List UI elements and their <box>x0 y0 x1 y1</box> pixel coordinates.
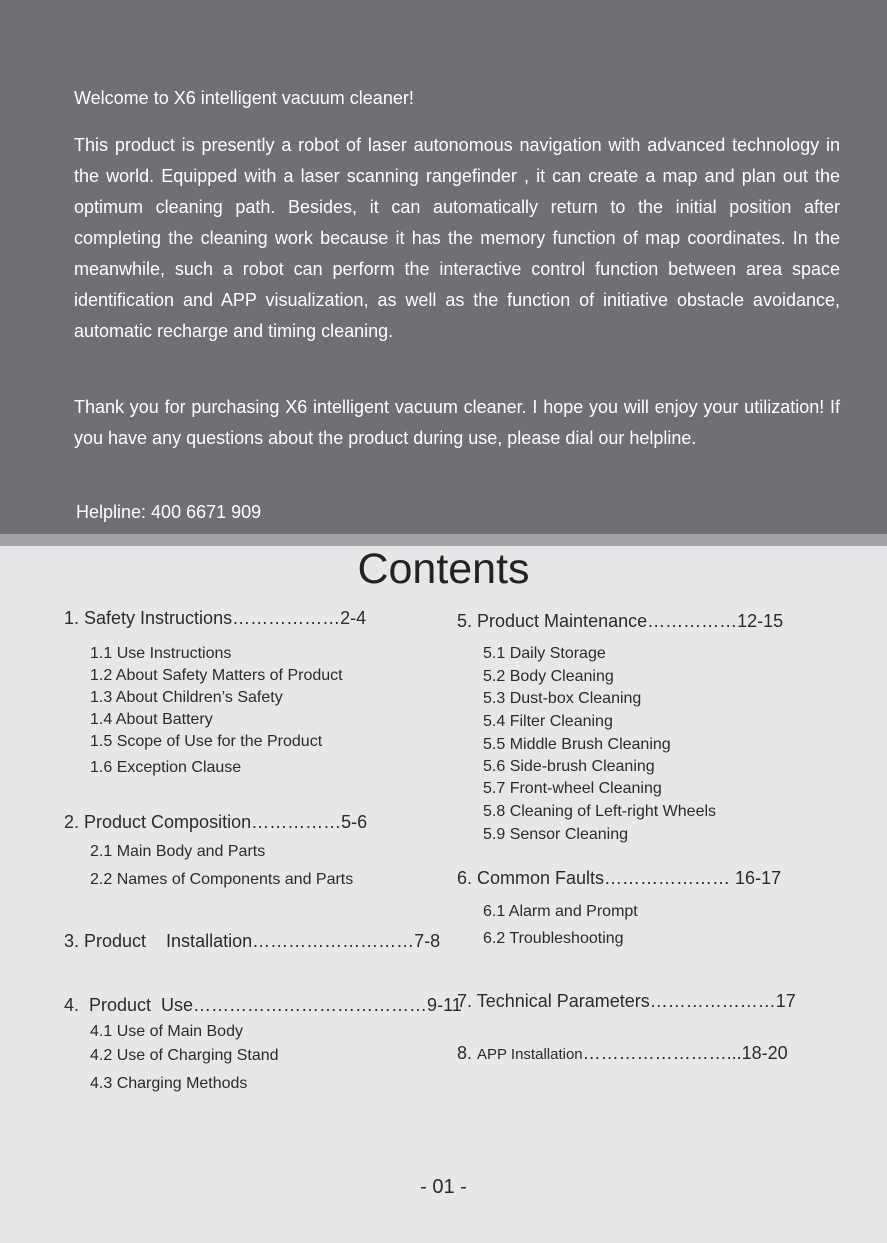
toc-item[interactable]: 1.6 Exception Clause <box>90 759 242 776</box>
toc-item[interactable]: 5.4 Filter Cleaning <box>483 713 613 730</box>
toc-item[interactable]: 5.3 Dust-box Cleaning <box>483 690 642 707</box>
helpline: Helpline: 400 6671 909 <box>76 502 262 522</box>
toc-section-2[interactable]: 2. Product Composition……………5-6 <box>64 812 368 832</box>
toc-item[interactable]: 5.1 Daily Storage <box>483 645 606 662</box>
toc-item[interactable]: 6.2 Troubleshooting <box>483 930 624 947</box>
toc-item[interactable]: 4.2 Use of Charging Stand <box>90 1047 279 1064</box>
toc-item[interactable]: 2.2 Names of Components and Parts <box>90 871 354 888</box>
toc-item[interactable]: 5.2 Body Cleaning <box>483 668 614 685</box>
toc-item[interactable]: 4.1 Use of Main Body <box>90 1023 243 1040</box>
contents-title: Contents <box>357 545 530 593</box>
intro-paragraph-1: This product is presently a robot of laser autonomous navigation with advanced technology in the world. Equipped with a laser scanning rangefinder , it can create a map and plan out the optimum cleaning path. Besides, it can automatically return to the initial position after completing the cleaning work because it has the memory function of map coordinates. In the meanwhile, such a robot can perform the interactive control function between area space identification and APP visualization, as well as the function of initiative obstacle avoidance, automatic recharge and timing cleaning. <box>74 135 840 341</box>
toc-section-3[interactable]: 3. Product Installation………………………7-8 <box>64 931 441 951</box>
toc-item[interactable]: 1.2 About Safety Matters of Product <box>90 667 343 684</box>
toc-item[interactable]: 6.1 Alarm and Prompt <box>483 903 638 920</box>
toc-item[interactable]: 5.8 Cleaning of Left-right Wheels <box>483 803 717 820</box>
toc-item[interactable]: 5.7 Front-wheel Cleaning <box>483 780 662 797</box>
toc-item[interactable]: 4.3 Charging Methods <box>90 1075 248 1092</box>
intro-paragraph-2: Thank you for purchasing X6 intelligent vacuum cleaner. I hope you will enjoy your utilization! If you have any questions about the product during use, please dial our helpline. <box>74 397 840 448</box>
toc-section-1[interactable]: 1. Safety Instructions………………2-4 <box>64 608 367 628</box>
toc-item[interactable]: 5.5 Middle Brush Cleaning <box>483 736 671 753</box>
toc-item[interactable]: 1.3 About Children’s Safety <box>90 689 283 706</box>
toc-section-7[interactable]: 7. Technical Parameters…………………17 <box>457 991 796 1011</box>
toc-section-6[interactable]: 6. Common Faults………………… 16-17 <box>457 868 782 888</box>
toc-item[interactable]: 1.1 Use Instructions <box>90 645 232 662</box>
toc-item[interactable]: 1.5 Scope of Use for the Product <box>90 733 323 750</box>
welcome-line: Welcome to X6 intelligent vacuum cleaner! <box>74 88 414 108</box>
toc-section-8[interactable] <box>457 1043 788 1064</box>
toc-item[interactable]: 5.9 Sensor Cleaning <box>483 826 628 843</box>
toc-section-4[interactable]: 4. Product Use…………………………………9-11 <box>64 995 462 1015</box>
toc-section-8-pages: ……………………...18-20 <box>582 1043 788 1063</box>
page-number: - 01 - <box>420 1176 467 1198</box>
toc-item[interactable]: 2.1 Main Body and Parts <box>90 843 266 860</box>
toc-item[interactable]: 5.6 Side-brush Cleaning <box>483 758 655 775</box>
toc-section-5[interactable]: 5. Product Maintenance……………12-15 <box>457 611 784 631</box>
toc-section-8-prefix: 8. <box>457 1043 478 1063</box>
toc-section-8-label: APP Installation <box>477 1046 583 1063</box>
toc-item[interactable]: 1.4 About Battery <box>90 711 213 728</box>
